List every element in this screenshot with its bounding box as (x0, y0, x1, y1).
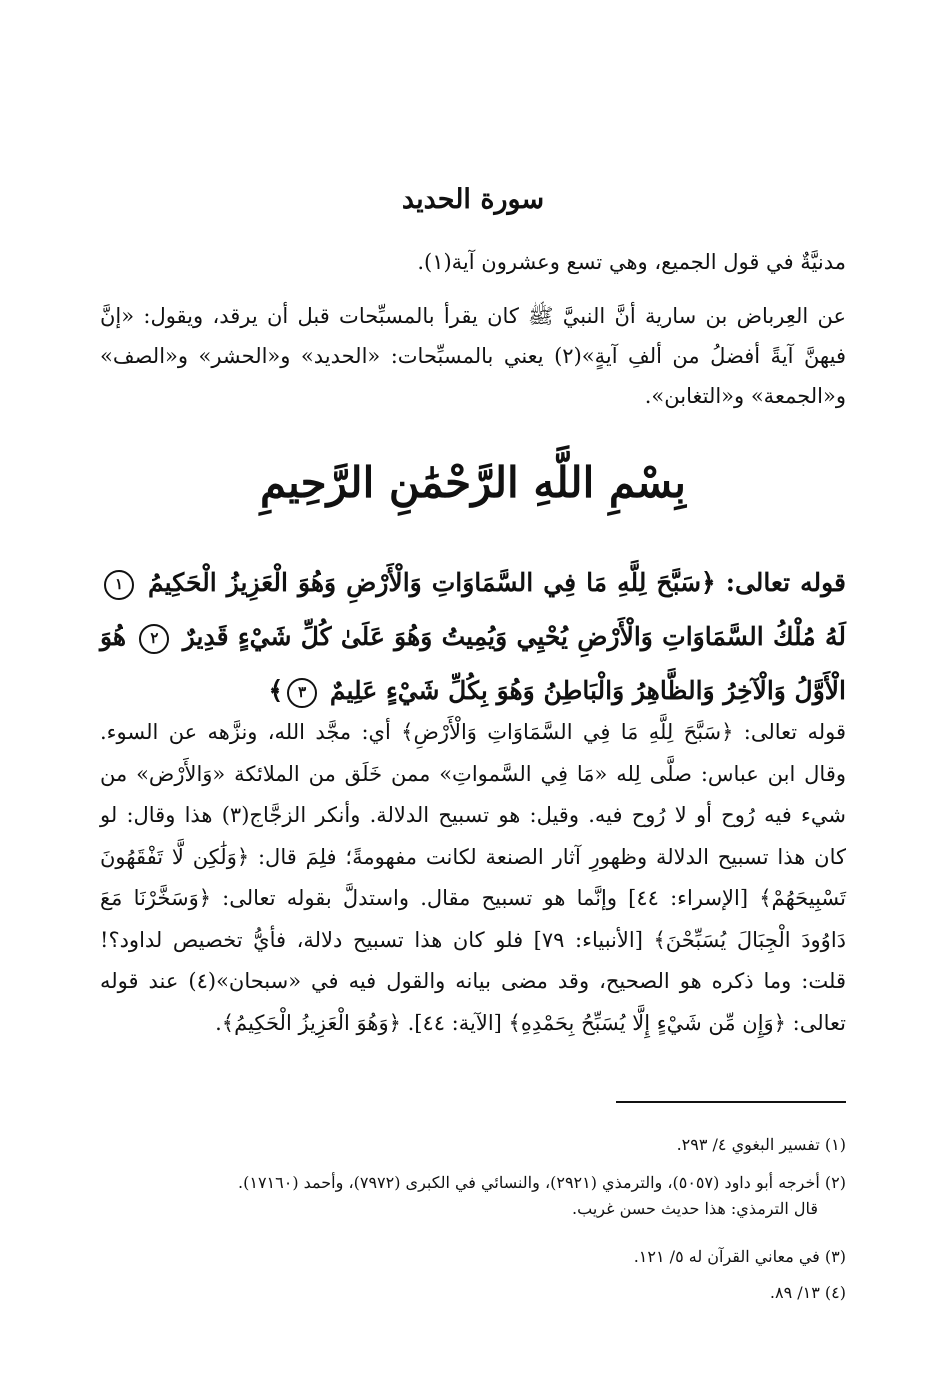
ayah-number-2: ٢ (139, 624, 169, 654)
ayah-number-1: ١ (104, 570, 134, 600)
verse-close: ﴾ (268, 676, 284, 705)
footnote-1: (١) تفسير البغوي ٤/ ٢٩٣. (676, 1135, 846, 1154)
verse-block (100, 556, 846, 718)
surah-title: سورة الحديد (401, 184, 545, 215)
intro-paragraph: مدنيَّةٌ في قول الجميع، وهي تسع وعشرون آية(١). (417, 250, 846, 274)
verse-lead: قوله تعالى: (725, 568, 846, 597)
footnote-4: (٤) ١٣/ ٨٩. (769, 1283, 846, 1302)
footnote-2-line-2: قال الترمذي: هذا حديث حسن غريب. (572, 1199, 818, 1218)
footnote-separator (616, 1101, 846, 1103)
footnote-3: (٣) في معاني القرآن له ٥/ ١٢١. (633, 1247, 846, 1266)
verse-text-1: ﴿سَبَّحَ لِلَّهِ مَا فِي السَّمَاوَاتِ وَالْأَرْضِ وَهُوَ الْعَزِيزُ الْحَكِيمُ (148, 568, 716, 597)
verse-text-3: هُوَ الْأَوَّلُ وَالْآخِرُ وَالظَّاهِرُ وَالْبَاطِنُ وَهُوَ بِكُلِّ شَيْءٍ عَلِيمٌ (100, 622, 846, 705)
verse-text-2: لَهُ مُلْكُ السَّمَاوَاتِ وَالْأَرْضِ يُحْيِي وَيُمِيتُ وَهُوَ عَلَىٰ كُلِّ شَيْءٍ قَدِيرٌ (182, 622, 846, 651)
ayah-number-3: ٣ (287, 678, 317, 708)
basmala: بِسْمِ اللَّهِ الرَّحْمَٰنِ الرَّحِيمِ (260, 458, 686, 507)
footnote-2 (100, 1170, 846, 1222)
hadith-paragraph: عن العِرباض بن سارية أنَّ النبيَّ ﷺ كان يقرأ بالمسبِّحات قبل أن يرقد، ويقول: «إنَّ فيهنَّ آيةً أفضلُ من ألفِ آيةٍ»(٢) يعني بالمسبِّحات: «الحديد» و«الحشر» و«الصف» و«الجمعة» و«التغابن». (100, 304, 846, 408)
commentary-paragraph: قوله تعالى: ﴿سَبَّحَ لِلَّهِ مَا فِي السَّمَاوَاتِ وَالْأَرْضِ﴾ أي: مجَّد الله، ونزَّهه عن السوء. وقال ابن عباس: صلَّى لِله «مَا فِي السَّمواتِ» ممن خَلَق من الملائكة «وَالأَرْض» من شيء فيه رُوح أو لا رُوح فيه. وقيل: هو تسبيح الدلالة. وأنكر الزجَّاج(٣) هذا وقال: لو كان هذا تسبيح الدلالة وظهورِ آثار الصنعة لكانت مفهومةً؛ فلِمَ قال: ﴿وَلَٰكِن لَّا تَفْقَهُونَ تَسْبِيحَهُمْ﴾ [الإسراء: ٤٤] وإنَّما هو تسبيح مقال. واستدلَّ بقوله تعالى: ﴿وَسَخَّرْنَا مَعَ دَاوُودَ الْجِبَالَ يُسَبِّحْنَ﴾ [الأنبياء: ٧٩] فلو كان هذا تسبيح دلالة، فأيُّ تخصيص لداود؟! قلت: وما ذكره هو الصحيح، وقد مضى بيانه والقول فيه في «سبحان»(٤) عند قوله تعالى: ﴿وَإِن مِّن شَيْءٍ إِلَّا يُسَبِّحُ بِحَمْدِهِ﴾ [الآية: ٤٤]. ﴿وَهُوَ الْعَزِيزُ الْحَكِيمُ﴾. (100, 720, 847, 1035)
footnote-2-line-1: (٢) أخرجه أبو داود (٥٠٥٧)، والترمذي (٢٩٢١)، والنسائي في الكبرى (٧٩٧٢)، وأحمد (١٧١٦٠). (238, 1173, 846, 1192)
